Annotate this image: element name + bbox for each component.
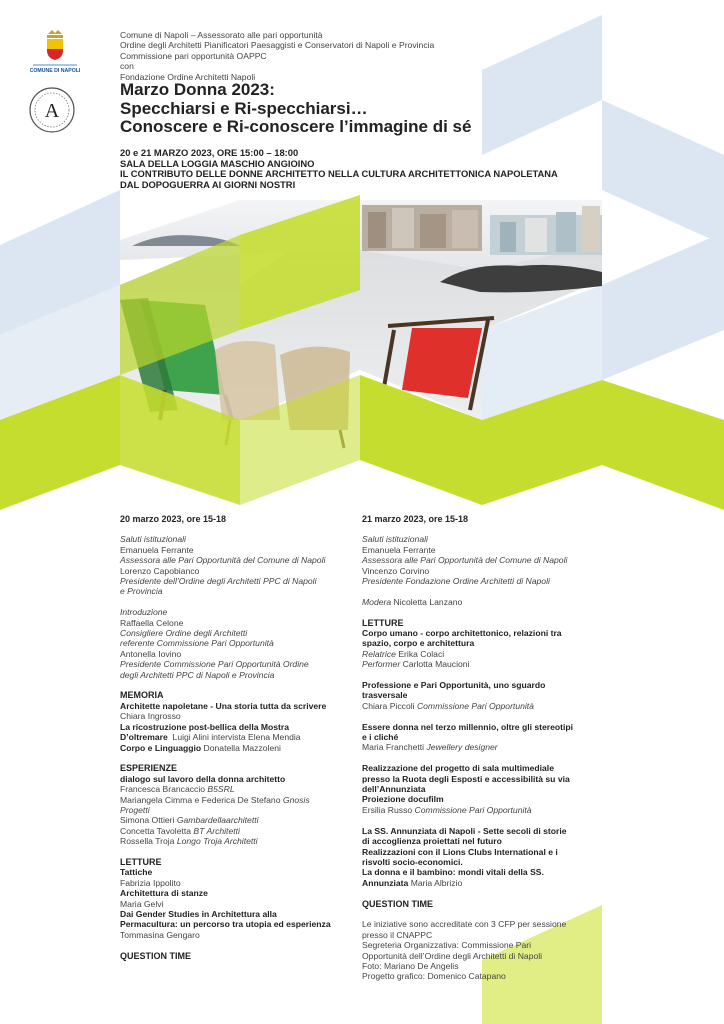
talk-title: Dai Gender Studies in Architettura alla (120, 908, 277, 919)
talk-title: risvolti socio-economici. (362, 856, 463, 867)
subtitle-line: SALA DELLA LOGGIA MASCHIO ANGIOINO (120, 157, 315, 169)
talk-title: Tattiche (120, 867, 153, 878)
footer-line: Le iniziative sono accreditate con 3 CFP per sessione (362, 919, 567, 930)
speaker-name: Concetta Tavoletta (120, 825, 192, 836)
title-line: Specchiarsi e Ri-specchiarsi… (120, 98, 368, 118)
talk-title: Annunziata (362, 877, 409, 888)
firm-name: Longo Troja Architetti (176, 836, 258, 847)
talk-title: La SS. Annunziata di Napoli - Sette secoli di storie (362, 825, 567, 836)
talk-title: Professione e Pari Opportunità, uno sguardo (362, 680, 546, 691)
organizer-line: Ordine degli Architetti Pianificatori Paesaggisti e Conservatori di Napoli e Provincia (120, 40, 435, 51)
saluti-label: Saluti istituzionali (120, 534, 186, 545)
speaker-role: degli Architetti PPC di Napoli e Provincia (120, 669, 275, 680)
talk-title: D’oltremare (120, 732, 168, 743)
pale-blue-shape (602, 232, 724, 380)
footer-line: Segreteria Organizzativa: Commissione Pari (362, 940, 532, 951)
footer-info (362, 919, 602, 981)
organizer-line: Fondazione Ordine Architetti Napoli (120, 71, 256, 82)
talk-title: Corpo umano - corpo architettonico, relazioni tra (362, 628, 562, 639)
talk-title: e i cliché (362, 732, 399, 743)
talk-title: dialogo sul lavoro della donna architetto (120, 773, 286, 784)
talk-title: di accoglienza proiettati nel futuro (362, 836, 502, 847)
speaker-name: Carlotta Maucioni (402, 659, 470, 670)
day1-heading: 20 marzo 2023, ore 15-18 (120, 514, 227, 524)
speaker-name: Donatella Mazzoleni (203, 742, 281, 753)
role-label: Performer (362, 659, 401, 670)
footer-line: Foto: Mariano De Angelis (362, 960, 459, 971)
organizers-block (120, 30, 434, 82)
speaker-name: Vincenzo Corvino (362, 565, 430, 576)
speaker-role: Commissione Pari Opportunità (416, 700, 534, 711)
talk-title: Realizzazione del progetto di sala multimediale (362, 763, 554, 774)
speaker-role: Presidente Commissione Pari Opportunità Ordine (120, 659, 309, 670)
talk-title: La donna e il bambino: mondi vitali della SS. (362, 867, 544, 878)
speaker-role: referente Commissione Pari Opportunità (120, 638, 274, 649)
letture-label: LETTURE (362, 617, 404, 628)
talk-title: Permacultura: un percorso tra utopia ed esperienza (120, 919, 331, 930)
moderator-name: Nicoletta Lanzano (393, 596, 463, 607)
speaker-name: Maria Gelvi (120, 898, 164, 909)
speaker-name: Luigi Alini intervista Elena Mendia (172, 732, 301, 743)
pale-blue-shape (482, 15, 602, 155)
talk-title: Realizzazioni con il Lions Clubs International e i (362, 846, 558, 857)
lime-shape (602, 380, 724, 510)
day2-heading: 21 marzo 2023, ore 15-18 (362, 514, 469, 524)
speaker-name: Fabrizia Ippolito (120, 877, 181, 888)
speaker-name: Mariangela Cimma e Federica De Stefano (120, 794, 281, 805)
speaker-name: Erika Colaci (398, 648, 445, 659)
speaker-role: Assessora alle Pari Opportunità del Comune di Napoli (362, 555, 568, 566)
question-time: QUESTION TIME (120, 950, 192, 961)
firm-name: Progetti (120, 804, 150, 815)
title-line: Marzo Donna 2023: (120, 80, 275, 99)
speaker-name: Ersilia Russo (362, 804, 413, 815)
talk-title: trasversale (362, 690, 408, 701)
speaker-name: Maria Albrizio (410, 877, 463, 888)
day1-program (120, 514, 360, 961)
event-title (120, 81, 471, 137)
talk-title: Architette napoletane - Una storia tutta da scrivere (120, 700, 327, 711)
ordine-logo (28, 86, 76, 139)
organizer-line: Commissione pari opportunità OAPPC (120, 50, 267, 61)
firm-name: Gambardellaarchitetti (176, 815, 259, 826)
footer-line: presso il CNAPPC (362, 929, 433, 940)
speaker-name: Antonella Iovino (120, 648, 182, 659)
speaker-role: Consigliere Ordine degli Architetti (120, 628, 248, 639)
firm-name: B5SRL (207, 784, 235, 795)
speaker-name: Maria Franchetti (362, 742, 425, 753)
ordine-logo-letter: A (44, 100, 60, 122)
comune-logo-label: COMUNE DI NAPOLI (30, 68, 80, 74)
speaker-name: Emanuela Ferrante (362, 544, 436, 555)
saluti-label: Saluti istituzionali (362, 534, 428, 545)
talk-title: La ricostruzione post-bellica della Mostra (120, 721, 290, 732)
talk-title: spazio, corpo e architettura (362, 638, 475, 649)
speaker-name: Lorenzo Capobianco (120, 565, 200, 576)
moderator-label: Modera (362, 596, 392, 607)
intro-label: Introduzione (120, 607, 168, 618)
speaker-role: Presidente dell’Ordine degli Architetti PPC di Napoli (120, 576, 317, 587)
speaker-name: Tommasina Gengaro (120, 929, 200, 940)
organizer-line: con (120, 61, 134, 72)
day2-program (362, 514, 602, 982)
title-line: Conoscere e Ri-conoscere l’immagine di sé (120, 117, 472, 136)
subtitle-line: DAL DOPOGUERRA AI GIORNI NOSTRI (120, 178, 296, 190)
speaker-role: Assessora alle Pari Opportunità del Comune di Napoli (120, 555, 326, 566)
subtitle-line: 20 e 21 MARZO 2023, ORE 15:00 – 18:00 (120, 147, 299, 158)
talk-title: presso la Ruota degli Esposti e accessibilità su via (362, 773, 570, 784)
speaker-name: Rossella Troja (120, 836, 175, 847)
coat-of-arms-icon (47, 30, 63, 60)
speaker-name: Raffaella Celone (120, 617, 184, 628)
speaker-name: Chiara Piccoli (362, 700, 415, 711)
talk-title: dell’Annunziata (362, 784, 426, 795)
footer-line: Opportunità dell’Ordine degli Architetti di Napoli (362, 950, 543, 961)
speaker-role: e Provincia (120, 586, 163, 597)
speaker-role: Jewellery designer (426, 742, 498, 753)
speaker-name: Simona Ottieri (120, 815, 175, 826)
speaker-role: Presidente Fondazione Ordine Architetti di Napoli (362, 576, 550, 587)
talk-title: Corpo e Linguaggio (120, 742, 202, 753)
memoria-label: MEMORIA (120, 690, 164, 701)
letture-label: LETTURE (120, 856, 162, 867)
talk-title: Architettura di stanze (120, 888, 208, 899)
speaker-name: Emanuela Ferrante (120, 544, 194, 555)
esperienze-label: ESPERIENZE (120, 763, 178, 774)
pale-blue-shape (602, 100, 724, 245)
speaker-name: Chiara Ingrosso (120, 711, 181, 722)
talk-title: Essere donna nel terzo millennio, oltre gli stereotipi (362, 721, 574, 732)
event-subtitle (120, 148, 558, 190)
speaker-name: Francesca Brancaccio (120, 784, 206, 795)
subtitle-line: IL CONTRIBUTO DELLE DONNE ARCHITETTO NELLA CULTURA ARCHITETTONICA NAPOLETANA (120, 168, 558, 180)
firm-name: BT Architetti (193, 825, 240, 836)
firm-name: Gnosis (282, 794, 310, 805)
speaker-role: Commissione Pari Opportunità (414, 804, 532, 815)
talk-title: Proiezione docufilm (362, 794, 444, 805)
question-time: QUESTION TIME (362, 898, 434, 909)
organizer-line: Comune di Napoli – Assessorato alle pari opportunità (120, 30, 323, 40)
comune-logo (30, 28, 80, 79)
footer-line: Progetto grafico: Domenico Catapano (362, 971, 506, 982)
role-label: Relatrice (362, 648, 396, 659)
